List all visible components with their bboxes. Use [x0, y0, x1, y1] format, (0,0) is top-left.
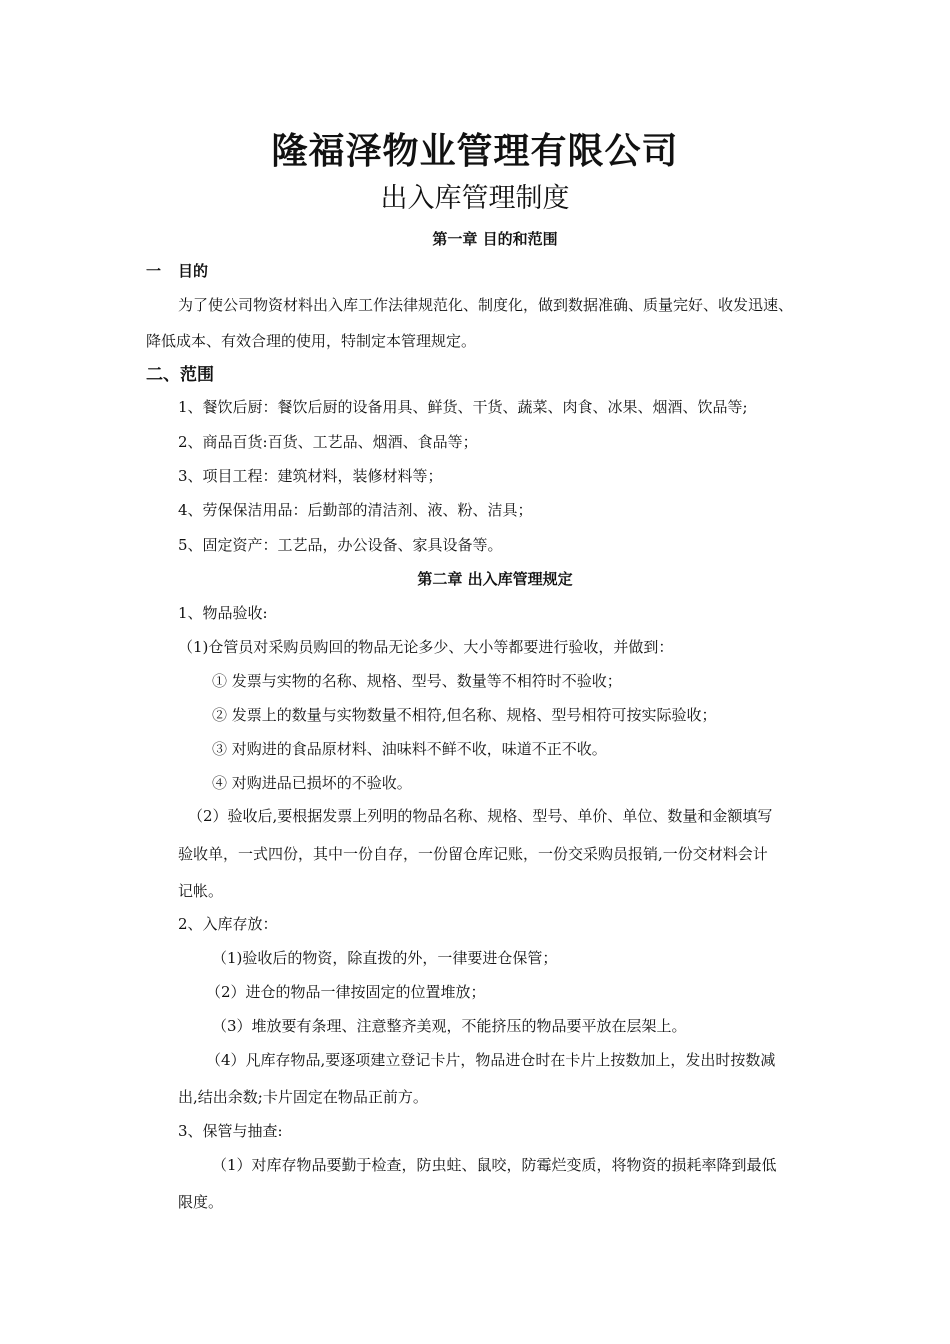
purpose-heading: 目的: [178, 262, 209, 280]
inspection-paragraph-2-line-1: （2）验收后,要根据发票上列明的物品名称、规格、型号、单价、单位、数量和金额填写: [188, 807, 773, 825]
custody-paragraph-1-line-2: 限度。: [178, 1193, 224, 1211]
scope-item: 5、固定资产：工艺品，办公设备、家具设备等。: [178, 536, 503, 554]
inspection-rule: ① 发票与实物的名称、规格、型号、数量等不相符时不验收；: [212, 672, 622, 690]
purpose-text-line-2: 降低成本、有效合理的使用，特制定本管理规定。: [146, 332, 477, 350]
purpose-number: 一: [146, 262, 162, 280]
inspection-rule: ③ 对购进的食品原材料、油味料不鲜不收，味道不正不收。: [212, 740, 607, 758]
storage-paragraph: （3）堆放要有条理、注意整齐美观，不能挤压的物品要平放在层架上。: [212, 1017, 687, 1035]
storage-paragraph-4-line-1: （4）凡库存物品,要逐项建立登记卡片，物品进仓时在卡片上按数加上，发出时按数减: [206, 1051, 776, 1069]
purpose-text-line-1: 为了使公司物资材料出入库工作法律规范化、制度化，做到数据准确、质量完好、收发迅速、: [178, 296, 794, 314]
chapter-2-heading: 第二章 出入库管理规定: [417, 570, 573, 588]
custody-heading: 3、保管与抽查:: [178, 1122, 283, 1140]
company-name: 隆福泽物业管理有限公司: [271, 130, 679, 172]
storage-paragraph-4-line-2: 出,结出余数;卡片固定在物品正前方。: [178, 1088, 428, 1106]
inspection-paragraph-1: （1)仓管员对采购员购回的物品无论多少、大小等都要进行验收，并做到：: [178, 638, 674, 656]
inspection-paragraph-2-line-3: 记帐。: [178, 882, 224, 900]
chapter-1-heading: 第一章 目的和范围: [432, 230, 558, 248]
scope-heading: 二、范围: [146, 365, 214, 385]
document-title: 出入库管理制度: [380, 183, 570, 214]
scope-item: 1、餐饮后厨：餐饮后厨的设备用具、鲜货、干货、蔬菜、肉食、冰果、烟酒、饮品等;: [178, 398, 748, 416]
storage-heading: 2、入库存放：: [178, 915, 278, 933]
custody-paragraph-1-line-1: （1）对库存物品要勤于检查，防虫蛀、鼠咬，防霉烂变质，将物资的损耗率降到最低: [212, 1156, 777, 1174]
storage-paragraph: （2）进仓的物品一律按固定的位置堆放；: [206, 983, 486, 1001]
inspection-paragraph-2-line-2: 验收单，一式四份，其中一份自存，一份留仓库记账，一份交采购员报销,一份交材料会计: [178, 845, 768, 863]
storage-paragraph: （1)验收后的物资，除直拨的外，一律要进仓保管；: [212, 949, 558, 967]
inspection-rule: ② 发票上的数量与实物数量不相符,但名称、规格、型号相符可按实际验收；: [212, 706, 717, 724]
scope-item: 2、商品百货:百货、工艺品、烟酒、食品等；: [178, 433, 478, 451]
scope-item: 3、项目工程：建筑材料，装修材料等；: [178, 467, 443, 485]
scope-item: 4、劳保保洁用品：后勤部的清洁剂、液、粉、洁具；: [178, 501, 533, 519]
inspection-rule: ④ 对购进品已损坏的不验收。: [212, 774, 412, 792]
inspection-heading: 1、物品验收:: [178, 604, 268, 622]
